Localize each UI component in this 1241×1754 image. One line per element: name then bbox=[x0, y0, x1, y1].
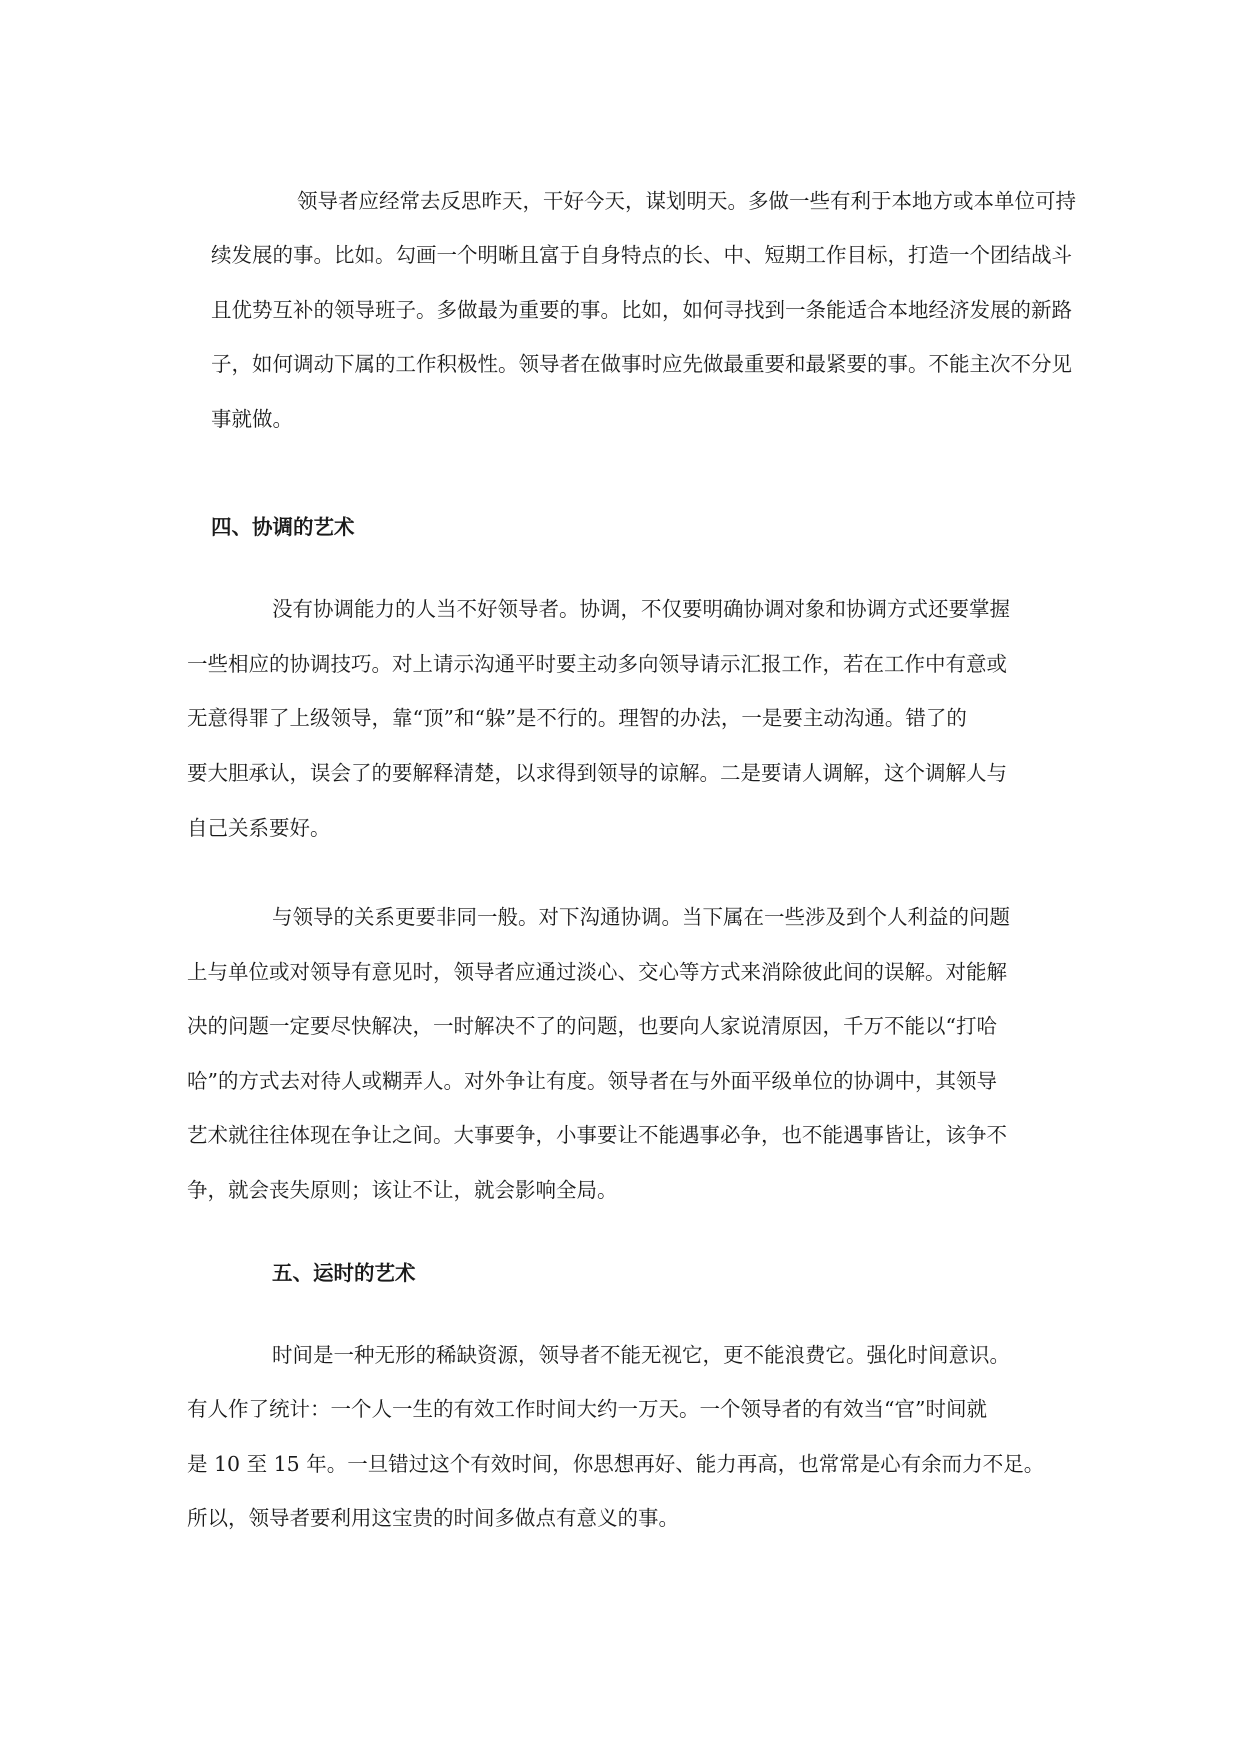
paragraph-3-line-5: 艺术就往往体现在争让之间。大事要争，小事要让不能遇事必争，也不能遇事皆让，该争不 bbox=[187, 1123, 1007, 1147]
paragraph-3-line-6: 争，就会丧失原则；该让不让，就会影响全局。 bbox=[187, 1178, 618, 1202]
paragraph-2-line-4: 要大胆承认，误会了的要解释清楚，以求得到领导的谅解。二是要请人调解，这个调解人与 bbox=[187, 761, 1007, 785]
paragraph-4-line-4: 所以，领导者要利用这宝贵的时间多做点有意义的事。 bbox=[187, 1506, 679, 1530]
paragraph-3-line-2: 上与单位或对领导有意见时，领导者应通过淡心、交心等方式来消除彼此间的误解。对能解 bbox=[187, 960, 1007, 984]
paragraph-1-line-5: 事就做。 bbox=[211, 407, 293, 431]
paragraph-2-line-3: 无意得罪了上级领导，靠“顶”和“躲”是不行的。理智的办法，一是要主动沟通。错了的 bbox=[187, 706, 967, 730]
section-heading-4: 四、协调的艺术 bbox=[211, 515, 355, 539]
paragraph-1-line-3: 且优势互补的领导班子。多做最为重要的事。比如，如何寻找到一条能适合本地经济发展的新路 bbox=[211, 298, 1072, 322]
paragraph-3-line-4: 哈”的方式去对待人或糊弄人。对外争让有度。领导者在与外面平级单位的协调中，其领导 bbox=[187, 1069, 997, 1093]
paragraph-1-line-4: 子，如何调动下属的工作积极性。领导者在做事时应先做最重要和最紧要的事。不能主次不分见 bbox=[211, 352, 1072, 376]
paragraph-3-line-1: 与领导的关系更要非同一般。对下沟通协调。当下属在一些涉及到个人利益的问题 bbox=[272, 905, 1010, 929]
paragraph-4-line-1: 时间是一种无形的稀缺资源，领导者不能无视它，更不能浪费它。强化时间意识。 bbox=[272, 1343, 1010, 1367]
paragraph-2-line-1: 没有协调能力的人当不好领导者。协调，不仅要明确协调对象和协调方式还要掌握 bbox=[272, 597, 1010, 621]
paragraph-1-line-2: 续发展的事。比如。勾画一个明晰且富于自身特点的长、中、短期工作目标，打造一个团结战斗 bbox=[211, 243, 1072, 267]
paragraph-3-line-3: 决的问题一定要尽快解决，一时解决不了的问题，也要向人家说清原因，千万不能以“打哈 bbox=[187, 1014, 997, 1038]
paragraph-4-line-3: 是 10 至 15 年。一旦错过这个有效时间，你思想再好、能力再高，也常常是心有余而力不足。 bbox=[187, 1452, 1045, 1476]
paragraph-4-line-2: 有人作了统计：一个人一生的有效工作时间大约一万天。一个领导者的有效当“官”时间就 bbox=[187, 1397, 987, 1421]
paragraph-2-line-2: 一些相应的协调技巧。对上请示沟通平时要主动多向领导请示汇报工作，若在工作中有意或 bbox=[187, 652, 1007, 676]
paragraph-1-line-1: 领导者应经常去反思昨天，干好今天，谋划明天。多做一些有利于本地方或本单位可持 bbox=[297, 189, 1076, 213]
paragraph-2-line-5: 自己关系要好。 bbox=[187, 816, 331, 840]
section-heading-5: 五、运时的艺术 bbox=[272, 1261, 416, 1285]
